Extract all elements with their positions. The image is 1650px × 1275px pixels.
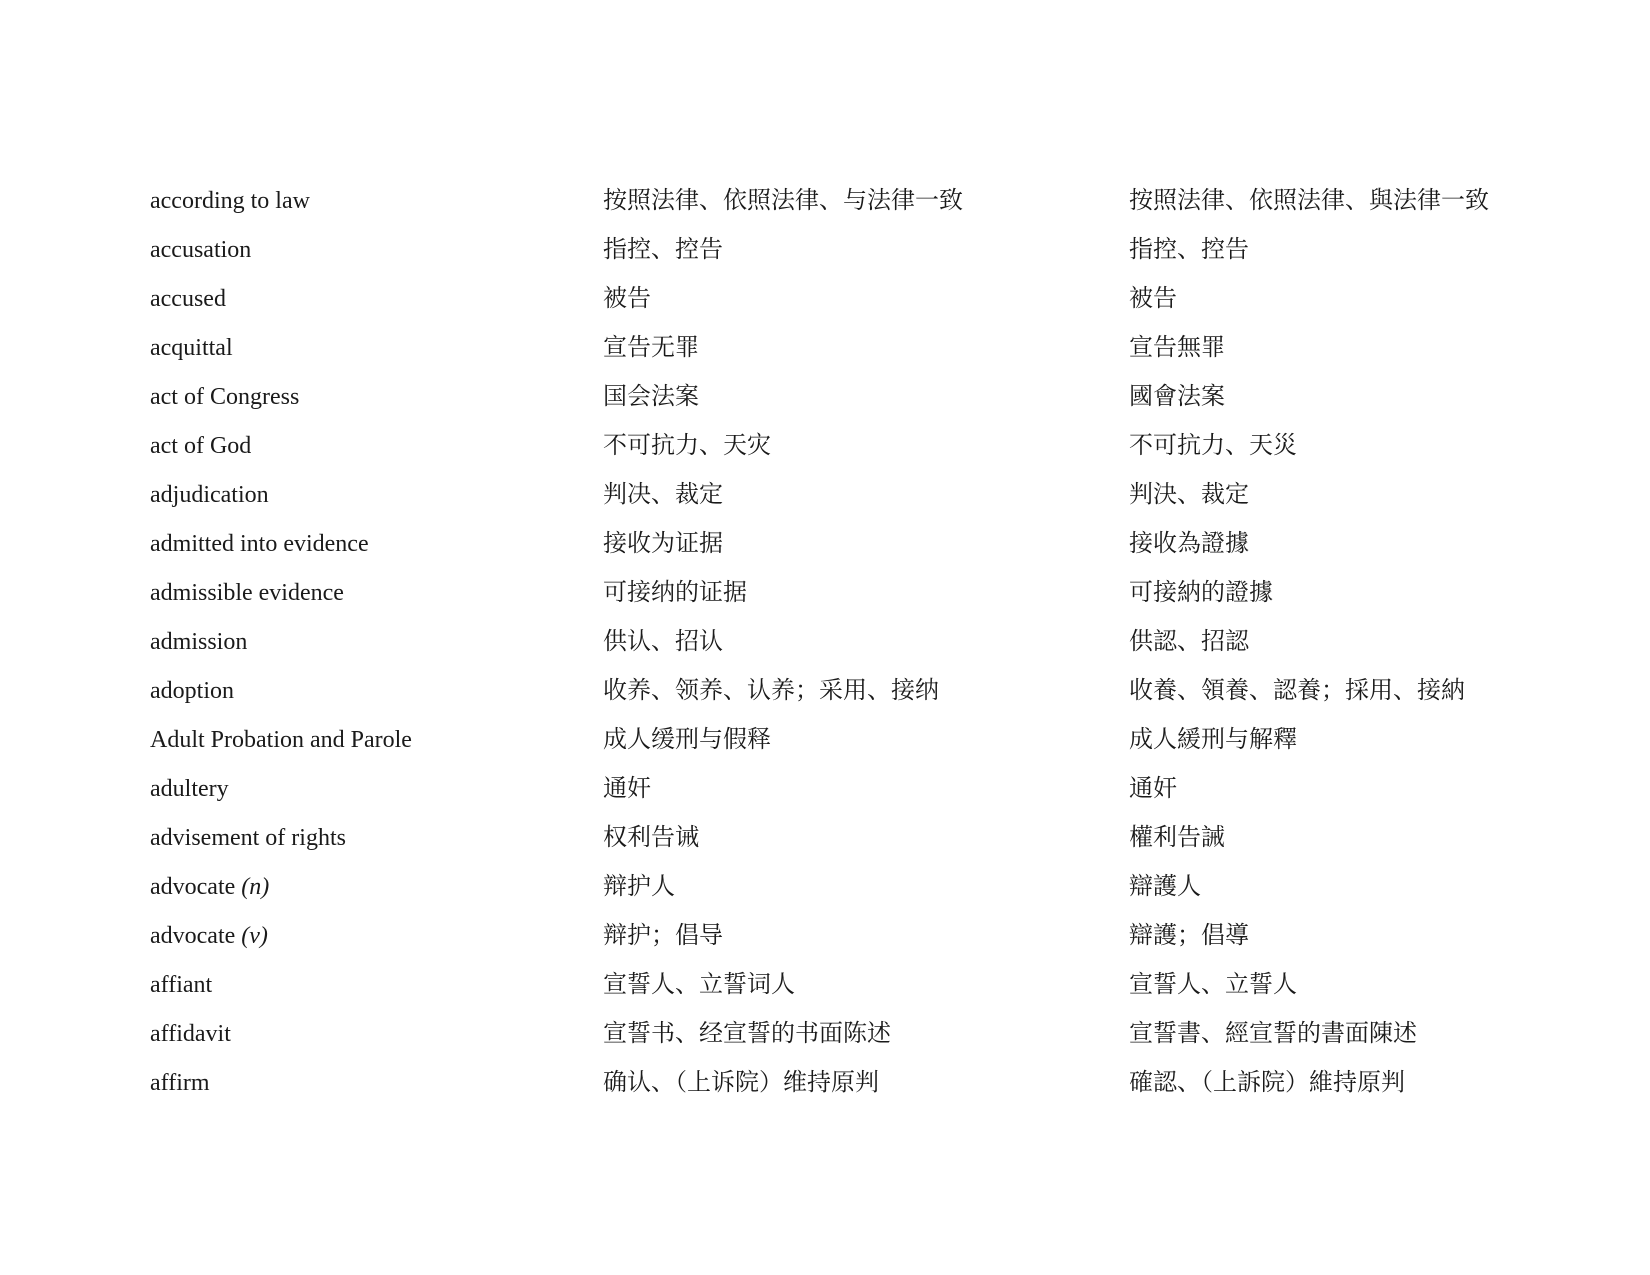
glossary-row [150, 774, 1530, 823]
simplified-chinese-term: 可接纳的证据 [603, 580, 747, 606]
traditional-chinese-term: 收養、領養、認養；採用、接納 [1129, 678, 1465, 704]
simplified-chinese-term: 辩护；倡导 [603, 923, 723, 949]
glossary-row [150, 186, 1530, 235]
traditional-chinese-term: 判決、裁定 [1129, 482, 1249, 508]
english-term: affidavit [150, 1021, 231, 1047]
english-term: advocate (n) [150, 874, 270, 900]
english-term: advisement of rights [150, 825, 346, 851]
glossary-table [150, 186, 1530, 1117]
simplified-chinese-term: 判决、裁定 [603, 482, 723, 508]
traditional-chinese-term: 宣告無罪 [1129, 335, 1225, 361]
glossary-row [150, 578, 1530, 627]
english-term: admission [150, 629, 248, 655]
traditional-chinese-term: 國會法案 [1129, 384, 1225, 410]
english-term: affiant [150, 972, 213, 998]
traditional-chinese-term: 宣誓書、經宣誓的書面陳述 [1129, 1021, 1417, 1047]
english-term: adjudication [150, 482, 269, 508]
english-term: admitted into evidence [150, 531, 369, 557]
simplified-chinese-term: 按照法律、依照法律、与法律一致 [603, 188, 963, 214]
traditional-chinese-term: 權利告誡 [1129, 825, 1225, 851]
glossary-row [150, 284, 1530, 333]
traditional-chinese-term: 辯護人 [1129, 874, 1201, 900]
simplified-chinese-term: 接收为证据 [603, 531, 723, 557]
traditional-chinese-term: 指控、控告 [1129, 237, 1249, 263]
simplified-chinese-term: 宣誓书、经宣誓的书面陈述 [603, 1021, 891, 1047]
glossary-row [150, 970, 1530, 1019]
traditional-chinese-term: 不可抗力、天災 [1129, 433, 1297, 459]
simplified-chinese-term: 通奸 [603, 776, 651, 802]
simplified-chinese-term: 宣告无罪 [603, 335, 699, 361]
glossary-row [150, 382, 1530, 431]
glossary-row [150, 529, 1530, 578]
part-of-speech: (n) [241, 874, 270, 900]
simplified-chinese-term: 收养、领养、认养；采用、接纳 [603, 678, 939, 704]
english-term: admissible evidence [150, 580, 344, 606]
glossary-row [150, 1068, 1530, 1117]
traditional-chinese-term: 成人緩刑与解釋 [1129, 727, 1297, 753]
traditional-chinese-term: 通奸 [1129, 776, 1177, 802]
simplified-chinese-term: 指控、控告 [603, 237, 723, 263]
simplified-chinese-term: 宣誓人、立誓词人 [603, 972, 795, 998]
glossary-row [150, 823, 1530, 872]
simplified-chinese-term: 供认、招认 [603, 629, 723, 655]
english-term: adoption [150, 678, 234, 704]
simplified-chinese-term: 被告 [603, 286, 651, 312]
traditional-chinese-term: 可接納的證據 [1129, 580, 1273, 606]
english-term: act of Congress [150, 384, 300, 410]
english-term: according to law [150, 188, 310, 214]
glossary-row [150, 725, 1530, 774]
traditional-chinese-term: 接收為證據 [1129, 531, 1249, 557]
traditional-chinese-term: 按照法律、依照法律、與法律一致 [1129, 188, 1489, 214]
glossary-row [150, 921, 1530, 970]
glossary-row [150, 333, 1530, 382]
traditional-chinese-term: 辯護；倡導 [1129, 923, 1249, 949]
simplified-chinese-term: 确认、（上诉院）维持原判 [603, 1070, 879, 1096]
traditional-chinese-term: 供認、招認 [1129, 629, 1249, 655]
glossary-row [150, 235, 1530, 284]
glossary-row [150, 1019, 1530, 1068]
simplified-chinese-term: 国会法案 [603, 384, 699, 410]
glossary-row [150, 627, 1530, 676]
english-term: affirm [150, 1070, 210, 1096]
simplified-chinese-term: 权利告诫 [603, 825, 699, 851]
english-term: accused [150, 286, 226, 312]
glossary-row [150, 431, 1530, 480]
glossary-row [150, 676, 1530, 725]
part-of-speech: (v) [241, 923, 268, 949]
traditional-chinese-term: 確認、（上訴院）維持原判 [1129, 1070, 1405, 1096]
simplified-chinese-term: 辩护人 [603, 874, 675, 900]
english-term: accusation [150, 237, 252, 263]
simplified-chinese-term: 不可抗力、天灾 [603, 433, 771, 459]
english-term: act of God [150, 433, 252, 459]
english-term: advocate (v) [150, 923, 268, 949]
traditional-chinese-term: 宣誓人、立誓人 [1129, 972, 1297, 998]
glossary-row [150, 872, 1530, 921]
traditional-chinese-term: 被告 [1129, 286, 1177, 312]
english-term: Adult Probation and Parole [150, 727, 412, 753]
english-term: adultery [150, 776, 229, 802]
simplified-chinese-term: 成人缓刑与假释 [603, 727, 771, 753]
english-term: acquittal [150, 335, 233, 361]
glossary-row [150, 480, 1530, 529]
